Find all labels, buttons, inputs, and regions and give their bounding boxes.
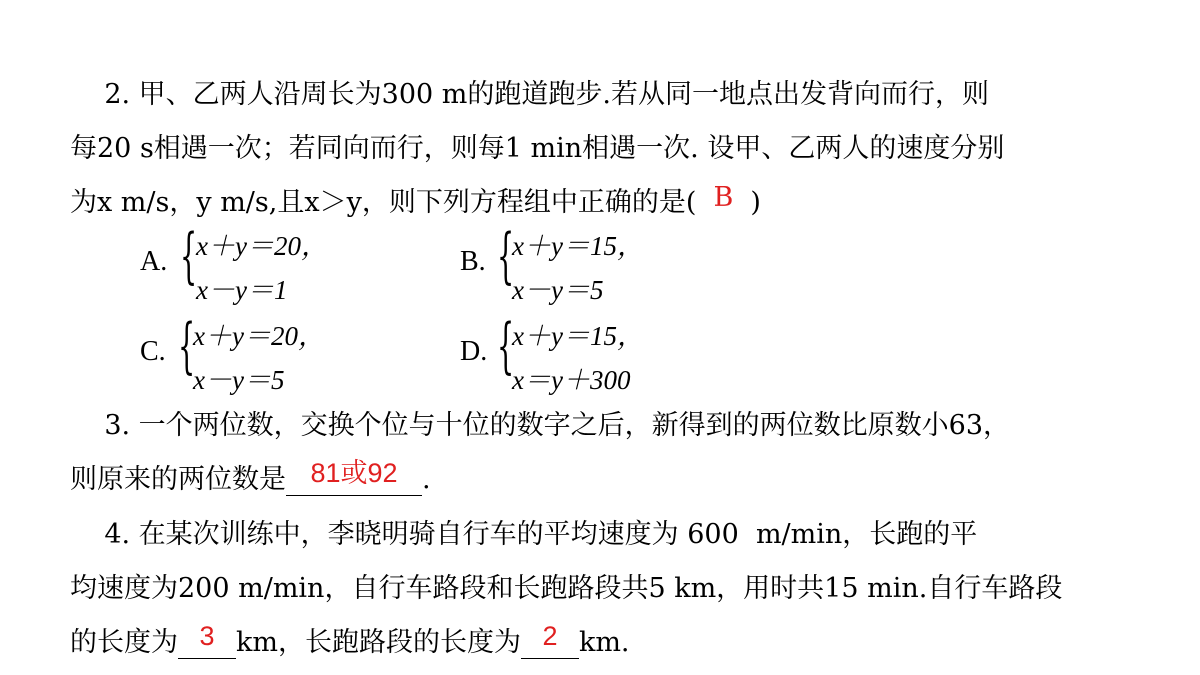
option-a-brace: { (180, 221, 198, 291)
option-c-letter: C. (140, 336, 166, 367)
q3-answer-blank (286, 458, 422, 496)
q4-line-3-text: 的长度为 (70, 627, 178, 658)
q4-line-2: 均速度为200 m/min，自行车路段和长跑路段共5 km，用时共15 min.自行车路段 (70, 573, 1063, 604)
q3-line-1: 3. 一个两位数，交换个位与十位的数字之后，新得到的两位数比原数小63， (70, 410, 1011, 441)
option-a-letter: A. (140, 246, 168, 277)
q2-line-2: 每20 s相遇一次；若同向而行，则每1 min相遇一次. 设甲、乙两人的速度分别 (70, 133, 1005, 164)
q4-answer-2: 2 (542, 621, 558, 651)
q4-line-3-mid: km，长跑路段的长度为 (236, 627, 521, 658)
q2-line-3 (70, 182, 761, 221)
q4-answer-1-blank (178, 621, 236, 659)
option-d-brace: { (497, 311, 515, 381)
q4-line-3-end: km. (578, 627, 630, 658)
q4-answer-2-blank (521, 621, 579, 659)
option-b-eq2: x－y＝5 (512, 275, 604, 305)
option-b-brace: { (497, 221, 515, 291)
q4-line-1: 4. 在某次训练中，李晓明骑自行车的平均速度为 600 m/min，长跑的平 (70, 519, 978, 550)
q2-line-1: 2. 甲、乙两人沿周长为300 m的跑道跑步.若从同一地点出发背向而行，则 (70, 79, 989, 110)
option-c-eq1: x＋y＝20， (193, 321, 325, 351)
q3-answer: 81或92 (310, 458, 398, 488)
q4-line-3 (70, 621, 630, 661)
option-d-eq1: x＋y＝15， (512, 321, 644, 351)
q3-line-2-text: 则原来的两位数是 (70, 464, 286, 495)
q3-line-2 (70, 458, 431, 498)
option-a-eq2: x－y＝1 (196, 275, 288, 305)
option-c-brace: { (178, 311, 196, 381)
q2-answer: B (713, 182, 734, 213)
q2-close-paren: ) (750, 187, 761, 218)
q3-period: . (422, 464, 431, 495)
option-b-eq1: x＋y＝15， (512, 231, 644, 261)
option-a-eq1: x＋y＝20， (196, 231, 328, 261)
option-d-eq2: x＝y＋300 (512, 365, 631, 395)
option-c-eq2: x－y＝5 (193, 365, 285, 395)
option-b-letter: B. (460, 246, 486, 277)
q4-answer-1: 3 (199, 621, 215, 651)
q2-line-3-text: 为x m/s，y m/s,且x＞y，则下列方程组中正确的是( (70, 187, 697, 218)
option-d-letter: D. (460, 336, 488, 367)
